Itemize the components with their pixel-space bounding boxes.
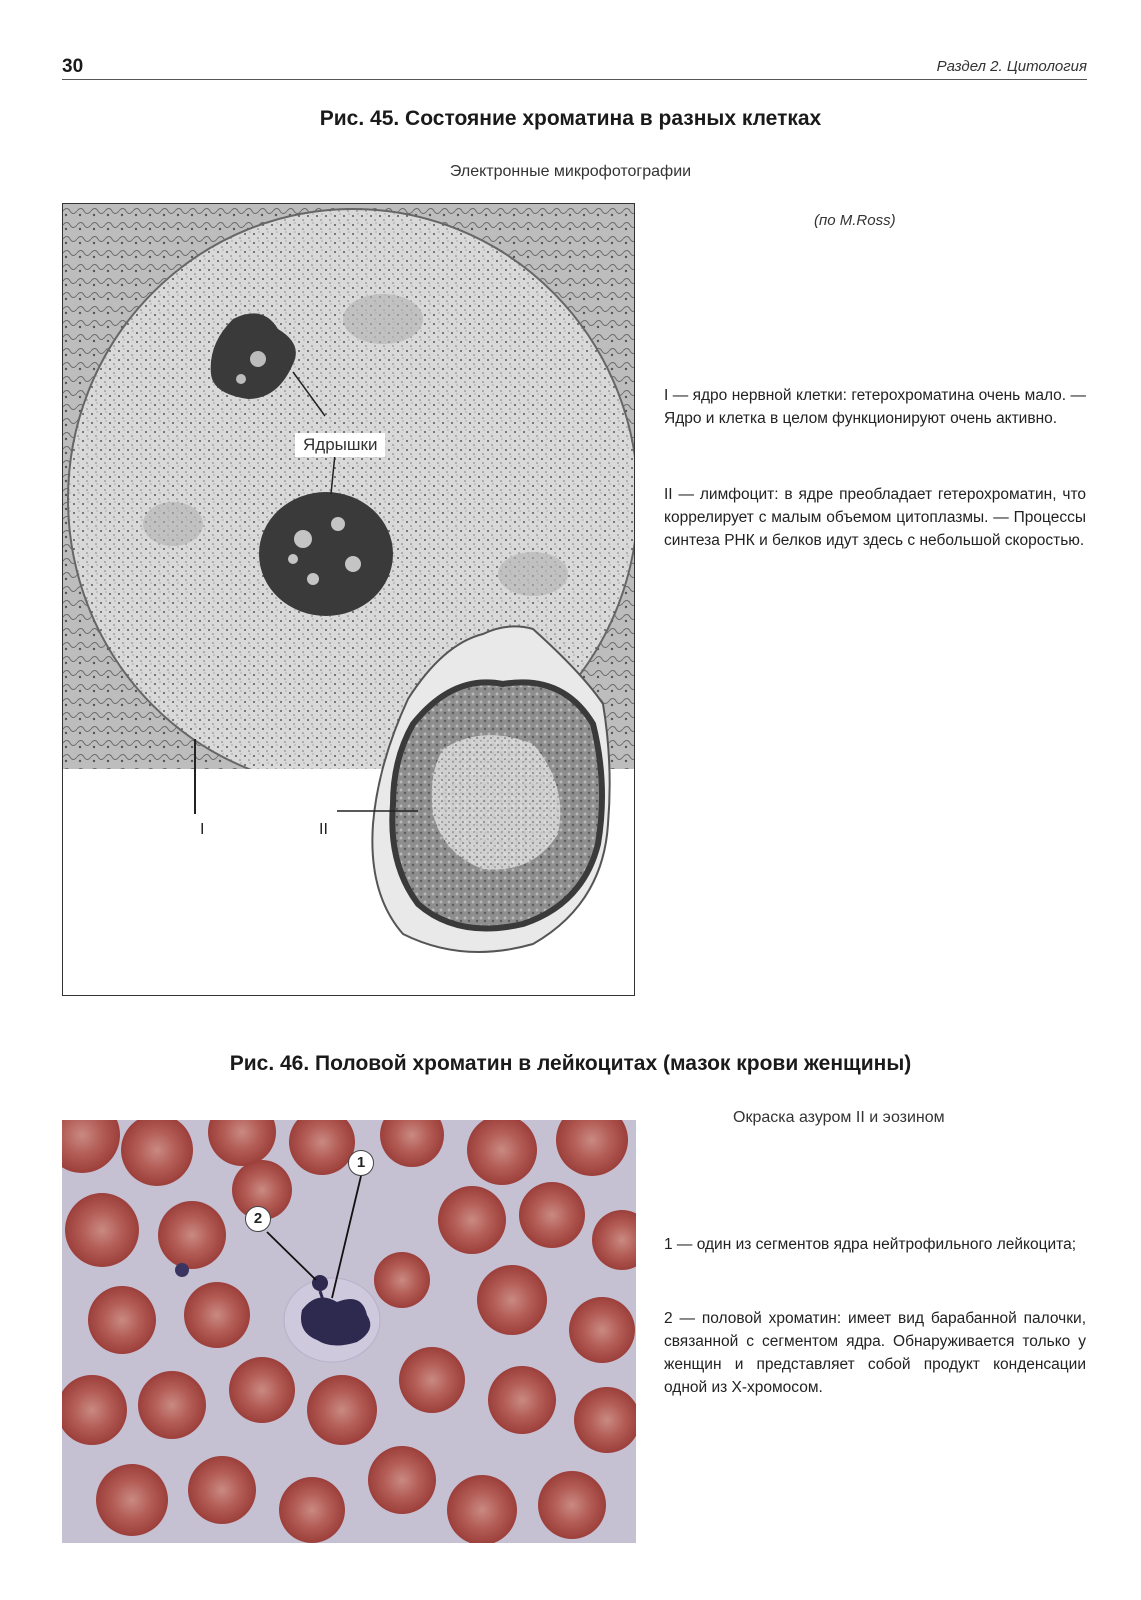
label-I: I: [200, 821, 205, 838]
figure-46-legend-item-2: 2 — половой хроматин: имеет вид барабанной палочки, связанной с сегментом ядра. Обнаруживается только у женщин и представляет собой продукт конденсации одной из X-хромосом.: [664, 1310, 1086, 1396]
marker-1: 1: [348, 1150, 374, 1176]
running-head: Раздел 2. Цитология: [936, 58, 1087, 75]
figure-46-title: Рис. 46. Половой хроматин в лейкоцитах (мазок крови женщины): [229, 1052, 912, 1075]
figure-46-stain: Окраска азуром II и эозином: [733, 1109, 945, 1126]
figure-45-title: Рис. 45. Состояние хроматина в разных клетках: [319, 107, 822, 130]
figure-45-subtitle: Электронные микрофотографии: [449, 163, 692, 180]
electron-micrograph-image: [63, 204, 635, 996]
figure-45-credit: (по M.Ross): [814, 212, 896, 229]
label-II: II: [319, 821, 328, 838]
marker-2: 2: [245, 1206, 271, 1232]
figure-46-micrograph: [62, 1120, 636, 1543]
figure-45-legend-item-2: II — лимфоцит: в ядре преобладает гетерохроматин, что коррелирует с малым объемом цитоплазмы. — Процессы синтеза РНК и белков идут здесь с небольшой скоростью.: [664, 486, 1086, 549]
header-rule: [62, 79, 1087, 80]
page-number: 30: [62, 56, 84, 77]
figure-45-micrograph: [62, 203, 635, 996]
figure-45-legend-item-1: I — ядро нервной клетки: гетерохроматина очень мало. — Ядро и клетка в целом функционируют очень активно.: [664, 387, 1086, 427]
figure-46-legend-item-1: 1 — один из сегментов ядра нейтрофильного лейкоцита;: [664, 1236, 1076, 1253]
nucleoli-label: Ядрышки: [295, 433, 385, 457]
blood-smear-image: [62, 1120, 636, 1543]
